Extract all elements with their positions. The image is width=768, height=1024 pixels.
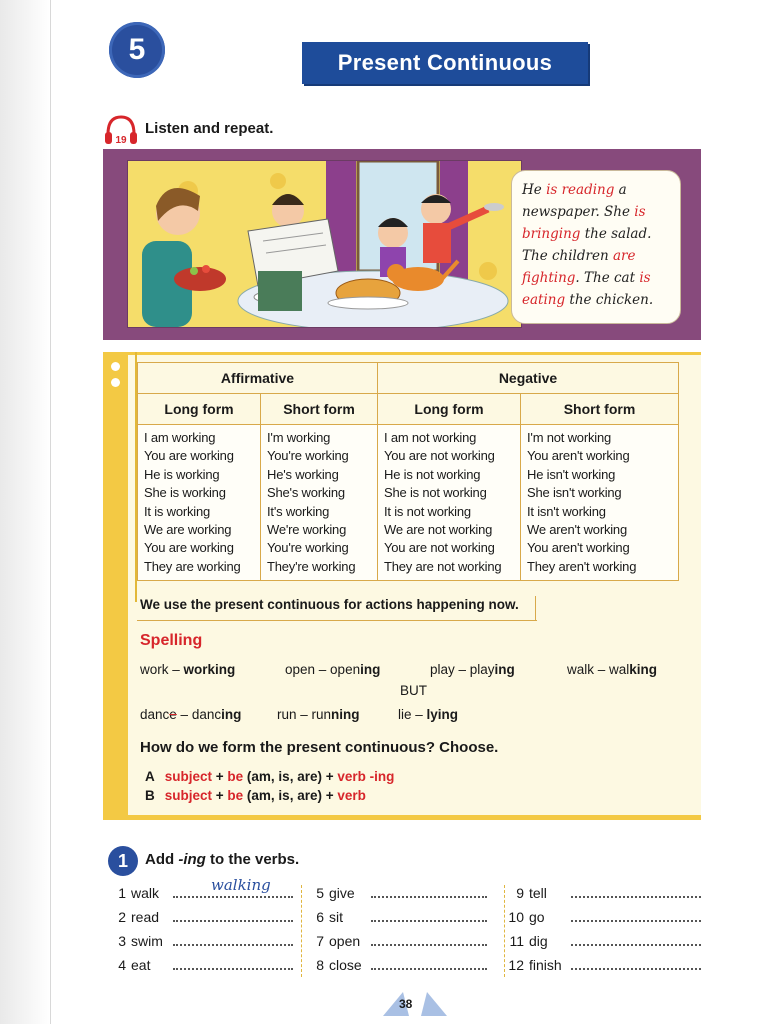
story-speech-bubble: [511, 170, 681, 324]
spelling-example: [398, 707, 458, 722]
answer-blank[interactable]: [173, 934, 293, 946]
table-group-header: Negative: [378, 363, 679, 394]
conjugation-form: You are not working: [384, 540, 495, 556]
item-number: 12: [508, 957, 524, 973]
spelling-base: run –: [277, 707, 312, 722]
answer-blank[interactable]: [571, 886, 701, 898]
family-dinner-illustration: [127, 160, 522, 328]
conjugation-form: We are working: [144, 522, 232, 538]
conjugation-form: I am not working: [384, 430, 477, 445]
table-cell: [261, 425, 378, 581]
exercise-item: [508, 957, 701, 973]
answer-blank[interactable]: [571, 958, 701, 970]
answer-blank[interactable]: [571, 910, 701, 922]
answer-blank[interactable]: [571, 934, 701, 946]
conjugation-form: You are working: [144, 448, 234, 464]
spelling-example: [567, 662, 657, 677]
exercise-title: Add -ing to the verbs.: [145, 851, 300, 868]
table-group-header: Affirmative: [138, 363, 378, 394]
conjugation-form: He's working: [267, 466, 339, 482]
conjugation-form: He is working: [144, 466, 220, 482]
conjugation-form: We're working: [267, 522, 347, 538]
exercise-item: [508, 885, 701, 901]
bubble-text: the chicken.: [565, 292, 654, 308]
answer-blank[interactable]: [371, 886, 487, 898]
item-number: 10: [508, 909, 524, 925]
spelling-ending: ning: [331, 707, 360, 722]
item-number: 2: [118, 909, 126, 925]
item-verb: dig: [529, 933, 548, 949]
option-formula-part: (am, is, are) +: [243, 788, 338, 803]
conjugation-form: She is not working: [384, 485, 487, 501]
table-column-header: Short form: [261, 394, 378, 425]
spelling-base: open –: [285, 662, 331, 677]
conjugation-form: You are not working: [384, 448, 495, 464]
answer-blank[interactable]: [173, 876, 293, 898]
highlighted-verb: is reading: [546, 182, 615, 198]
conjugation-form: It is not working: [384, 503, 471, 519]
rule-tick: [535, 596, 536, 621]
exercise-item: [110, 909, 293, 925]
item-number: 5: [316, 885, 324, 901]
column-divider: [301, 885, 302, 977]
spelling-base: walk –: [567, 662, 610, 677]
option-formula-part: subject: [164, 788, 213, 803]
listen-instruction: Listen and repeat.: [145, 120, 274, 137]
rule-underline: [137, 620, 537, 621]
option-formula-part: be: [227, 788, 244, 803]
item-number: 11: [509, 933, 524, 949]
page-number-tab: [383, 988, 447, 1016]
spelling-ending: lying: [426, 707, 459, 722]
item-number: 4: [118, 957, 126, 973]
audio-track-number: 19: [115, 135, 127, 146]
headphones-audio-icon[interactable]: [103, 112, 139, 148]
conjugation-form: They're working: [267, 558, 356, 574]
spelling-stem: danc: [191, 707, 222, 722]
item-number: 8: [316, 957, 324, 973]
table-column-header: Long form: [138, 394, 261, 425]
answer-blank[interactable]: [173, 958, 293, 970]
spelling-ending: working: [183, 662, 236, 677]
spelling-base: danc: [140, 707, 170, 722]
item-number: 6: [316, 909, 324, 925]
conjugation-form: We aren't working: [527, 522, 627, 538]
conjugation-form: He isn't working: [527, 466, 616, 482]
page-binding-shadow: [0, 0, 50, 1024]
highlighted-verb: are fighting: [522, 248, 636, 286]
conjugation-form: You aren't working: [527, 540, 630, 556]
page-number: 38: [399, 997, 413, 1011]
conjugation-form: She's working: [267, 485, 345, 501]
answer-blank[interactable]: [371, 934, 487, 946]
option-formula-part: +: [212, 769, 228, 784]
answer-blank[interactable]: [371, 910, 487, 922]
conjugation-form: You are working: [144, 540, 234, 556]
option-formula-part: (am, is, are) +: [243, 769, 338, 784]
conjugation-form: It's working: [267, 503, 330, 519]
bubble-text: a newspaper. She: [522, 182, 635, 220]
exercise-item: [308, 885, 487, 901]
conjugation-form: It is working: [144, 503, 211, 519]
bubble-text: He: [522, 182, 547, 198]
spelling-ending: king: [629, 662, 658, 677]
item-verb: close: [329, 957, 362, 973]
table-cell: [138, 425, 261, 581]
exercise-item: [508, 909, 701, 925]
item-verb: swim: [131, 933, 163, 949]
conjugation-form: I'm working: [267, 430, 331, 445]
grammar-rule: We use the present continuous for actions happening now.: [140, 597, 519, 612]
item-verb: sit: [329, 909, 343, 925]
spelling-stem: run: [311, 707, 332, 722]
choice-option-a[interactable]: [145, 769, 394, 784]
conjugation-form: He is not working: [384, 466, 481, 482]
binding-edge: [50, 0, 51, 1024]
spelling-ending: ing: [360, 662, 381, 677]
spelling-base: work –: [140, 662, 184, 677]
table-cell: [378, 425, 521, 581]
column-divider: [504, 885, 505, 977]
item-verb: go: [529, 909, 545, 925]
bullet-dot: [111, 362, 120, 371]
item-verb: walk: [131, 885, 160, 901]
spelling-example: [140, 662, 235, 677]
conjugation-form: They are working: [144, 558, 241, 574]
spelling-example: [277, 707, 360, 722]
conjugation-form: You aren't working: [527, 448, 630, 464]
conjugation-table: [137, 362, 679, 581]
example-answer: walking: [211, 876, 271, 894]
answer-blank[interactable]: [371, 958, 487, 970]
spelling-but: BUT: [400, 683, 427, 698]
unit-title: Present Continuous: [302, 42, 588, 84]
highlighted-verb: is bringing: [522, 204, 646, 242]
spelling-ending: ing: [494, 662, 515, 677]
exercise-item: [308, 933, 487, 949]
conjugation-form: I am working: [144, 430, 216, 445]
conjugation-form: They aren't working: [527, 558, 637, 574]
spelling-base: play –: [430, 662, 470, 677]
bubble-text: . The cat: [575, 270, 640, 286]
conjugation-form: She is working: [144, 485, 226, 501]
exercise-item: [110, 957, 293, 973]
grammar-box-side-strip: [103, 352, 128, 820]
exercise-item: [110, 933, 293, 949]
conjugation-form: You're working: [267, 448, 349, 464]
spelling-dropped-letter: e: [169, 707, 177, 722]
item-verb: open: [329, 933, 361, 949]
conjugation-form: They are not working: [384, 558, 502, 574]
table-column-header: Long form: [378, 394, 521, 425]
exercise-item: [308, 909, 487, 925]
conjugation-form: It isn't working: [527, 503, 606, 519]
option-formula-part: subject: [164, 769, 213, 784]
option-formula-part: verb: [337, 788, 366, 803]
highlighted-verb: is eating: [522, 270, 651, 308]
conjugation-form: I'm not working: [527, 430, 612, 445]
spelling-example: [285, 662, 380, 677]
spelling-example: [430, 662, 515, 677]
option-formula-part: verb -ing: [337, 769, 395, 784]
item-number: 1: [118, 885, 126, 901]
spelling-ending: ing: [221, 707, 242, 722]
item-verb: give: [329, 885, 355, 901]
spelling-example: [140, 707, 241, 722]
option-letter: B: [145, 788, 155, 803]
item-verb: read: [131, 909, 160, 925]
table-cell: [521, 425, 679, 581]
spelling-dash: –: [176, 707, 192, 722]
option-letter: A: [145, 769, 155, 784]
exercise-item: [308, 957, 487, 973]
unit-number-badge: 5: [109, 22, 165, 78]
item-number: 3: [118, 933, 126, 949]
spelling-base: lie –: [398, 707, 427, 722]
exercise-item: [110, 876, 293, 901]
conjugation-form: She isn't working: [527, 485, 622, 501]
exercise-item: [508, 933, 701, 949]
item-number: 7: [316, 933, 324, 949]
bubble-text: the salad. The children: [522, 226, 652, 264]
spelling-stem: play: [469, 662, 495, 677]
bullet-dot: [111, 378, 120, 387]
choice-option-b[interactable]: [145, 788, 366, 803]
conjugation-form: You're working: [267, 540, 349, 556]
exercise-number-badge: 1: [108, 846, 138, 876]
option-formula-part: +: [212, 788, 228, 803]
spelling-heading: Spelling: [140, 632, 203, 649]
table-column-header: Short form: [521, 394, 679, 425]
spelling-stem: wal: [609, 662, 630, 677]
conjugation-form: We are not working: [384, 522, 493, 538]
spelling-stem: open: [330, 662, 361, 677]
item-verb: eat: [131, 957, 151, 973]
item-verb: finish: [529, 957, 562, 973]
option-formula-part: be: [227, 769, 244, 784]
answer-blank[interactable]: [173, 910, 293, 922]
item-verb: tell: [529, 885, 547, 901]
item-number: 9: [516, 885, 524, 901]
choice-question: How do we form the present continuous? Choose.: [140, 739, 499, 756]
